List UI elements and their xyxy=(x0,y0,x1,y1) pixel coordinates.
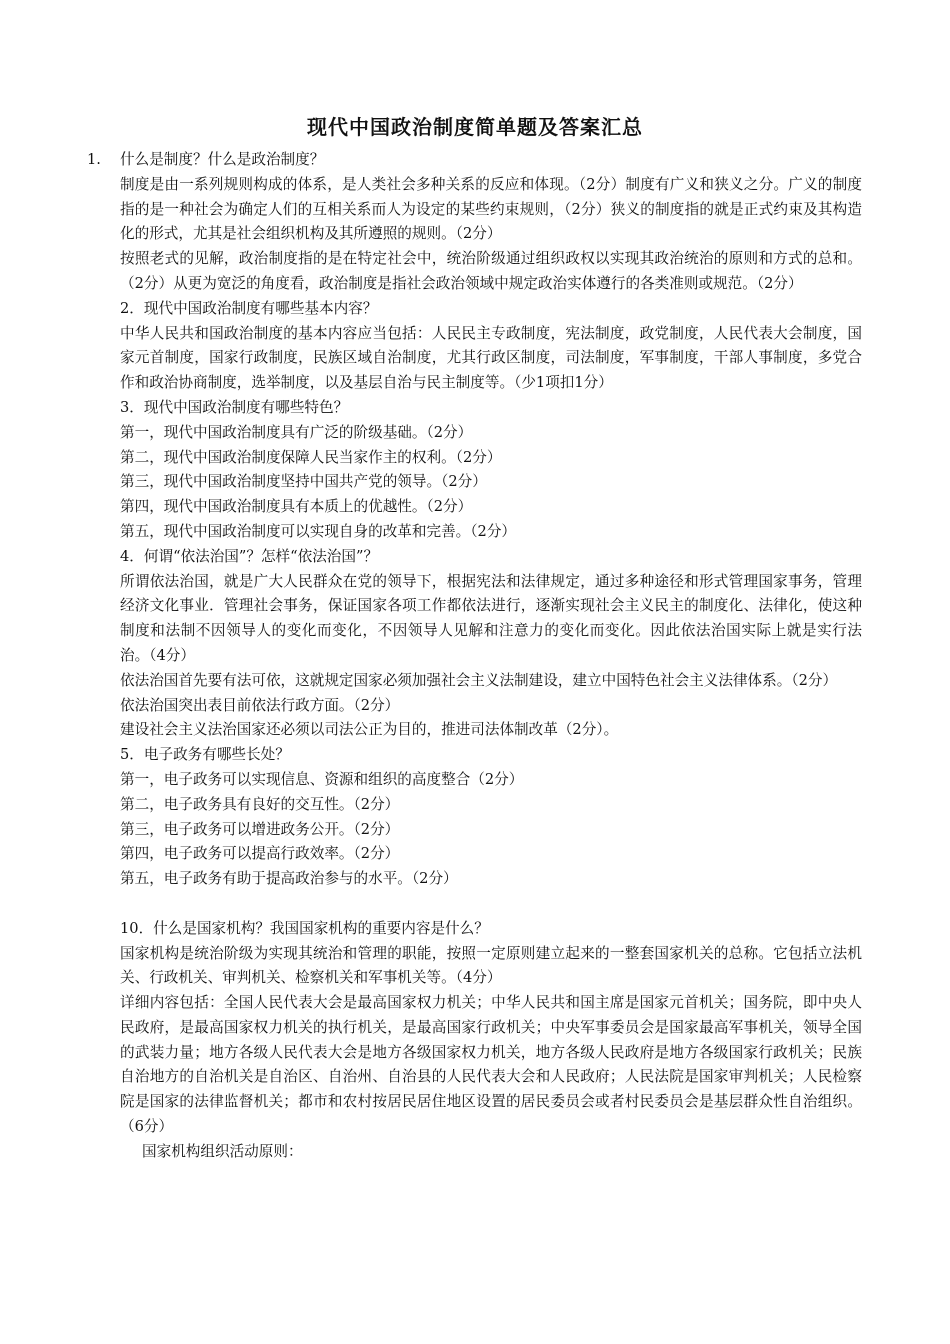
answer-5-item: 第四，电子政务可以提高行政效率。（2分） xyxy=(120,845,400,863)
question-10: 10．什么是国家机构？我国国家机构的重要内容是什么？ xyxy=(120,919,489,937)
answer-3-item: 第一，现代中国政治制度具有广泛的阶级基础。（2分） xyxy=(120,423,473,441)
answer-3-item: 第三，现代中国政治制度坚持中国共产党的领导。（2分） xyxy=(120,473,487,491)
answer-3-item: 第四，现代中国政治制度具有本质上的优越性。（2分） xyxy=(120,498,473,516)
answer-4-paragraph-2: 依法治国首先要有法可依，这就规定国家必须加强社会主义法制建设，建立中国特色社会主义法律体系。（2分） xyxy=(120,671,838,689)
question-3: 3．现代中国政治制度有哪些特色？ xyxy=(120,398,349,416)
question-1-number: 1. xyxy=(87,151,101,168)
answer-4-paragraph-1: 所谓依法治国，就是广大人民群众在党的领导下，根据宪法和法律规定，通过多种途径和形式管理国家事务，管理经济文化事业．管理社会事务，保证国家各项工作都依法进行，逐渐实现社会主义民主的制度化、法律化，使这种制度和法制不因领导人的变化而变化，不因领导人见解和注意力的变化而变化。因此依法治国实际上就是实行法治。（4分） xyxy=(120,572,862,664)
answer-1-paragraph-1: 制度是由一系列规则构成的体系，是人类社会多种关系的反应和体现。（2分）制度有广义和狭义之分。广义的制度指的是一种社会为确定人们的互相关系而人为设定的某些约束规则，（2分）狭义的制度指的就是正式约束及其构造化的形式，尤其是社会组织机构及其所遵照的规则。（2分） xyxy=(120,175,862,243)
answer-5-item: 第五，电子政务有助于提高政治参与的水平。（2分） xyxy=(120,870,458,888)
answer-5-item: 第一，电子政务可以实现信息、资源和组织的高度整合（2分） xyxy=(120,770,524,788)
answer-2: 中华人民共和国政治制度的基本内容应当包括：人民民主专政制度，宪法制度，政党制度，人民代表大会制度，国家元首制度，国家行政制度，民族区域自治制度，尤其行政区制度，司法制度，军事制度，干部人事制度，多党合作和政治协商制度，选举制度，以及基层自治与民主制度等。（少1项扣1分） xyxy=(120,324,862,392)
answer-4-paragraph-3: 依法治国突出表目前依法行政方面。（2分） xyxy=(120,696,400,714)
question-4: 4．何谓“依法治国”？怎样“依法治国”？ xyxy=(120,547,379,565)
answer-3-item: 第五，现代中国政治制度可以实现自身的改革和完善。（2分） xyxy=(120,522,517,540)
answer-1-paragraph-2: 按照老式的见解，政治制度指的是在特定社会中，统治阶级通过组织政权以实现其政治统治的原则和方式的总和。（2分）从更为宽泛的角度看，政治制度是指社会政治领域中规定政治实体遵行的各类准则或规范。（2分） xyxy=(120,250,862,292)
question-1-text: 什么是制度？什么是政治制度？ xyxy=(120,151,325,168)
answer-5-item: 第三，电子政务可以增进政务公开。（2分） xyxy=(120,820,400,838)
answer-5-item: 第二，电子政务具有良好的交互性。（2分） xyxy=(120,795,400,813)
answer-10-paragraph-2: 详细内容包括：全国人民代表大会是最高国家权力机关；中华人民共和国主席是国家元首机关；国务院，即中央人民政府，是最高国家权力机关的执行机关，是最高国家行政机关；中央军事委员会是国家最高军事机关，领导全国的武装力量；地方各级人民代表大会是地方各级国家权力机关，地方各级人民政府是地方各级国家行政机关；民族自治地方的自治机关是自治区、自治州、自治县的人民代表大会和人民政府；人民法院是国家审判机关；人民检察院是国家的法律监督机关；都市和农村按居民居住地区设置的居民委员会或者村民委员会是基层群众性自治组织。（6分） xyxy=(120,994,862,1136)
answer-10-paragraph-3: 国家机构组织活动原则： xyxy=(142,1142,303,1160)
document-body xyxy=(87,148,862,1165)
answer-10-paragraph-1: 国家机构是统治阶级为实现其统治和管理的职能，按照一定原则建立起来的一整套国家机关的总称。它包括立法机关、行政机关、审判机关、检察机关和军事机关等。（4分） xyxy=(120,944,862,987)
answer-4-paragraph-4: 建设社会主义法治国家还必须以司法公正为目的，推进司法体制改革（2分）。 xyxy=(120,721,619,739)
answer-3-item: 第二，现代中国政治制度保障人民当家作主的权利。（2分） xyxy=(120,448,502,466)
document-title: 现代中国政治制度简单题及答案汇总 xyxy=(307,115,643,139)
blank-line xyxy=(120,892,862,917)
question-2: 2．现代中国政治制度有哪些基本内容？ xyxy=(120,299,378,317)
question-5: 5．电子政务有哪些长处？ xyxy=(120,746,290,764)
question-1 xyxy=(87,148,862,173)
